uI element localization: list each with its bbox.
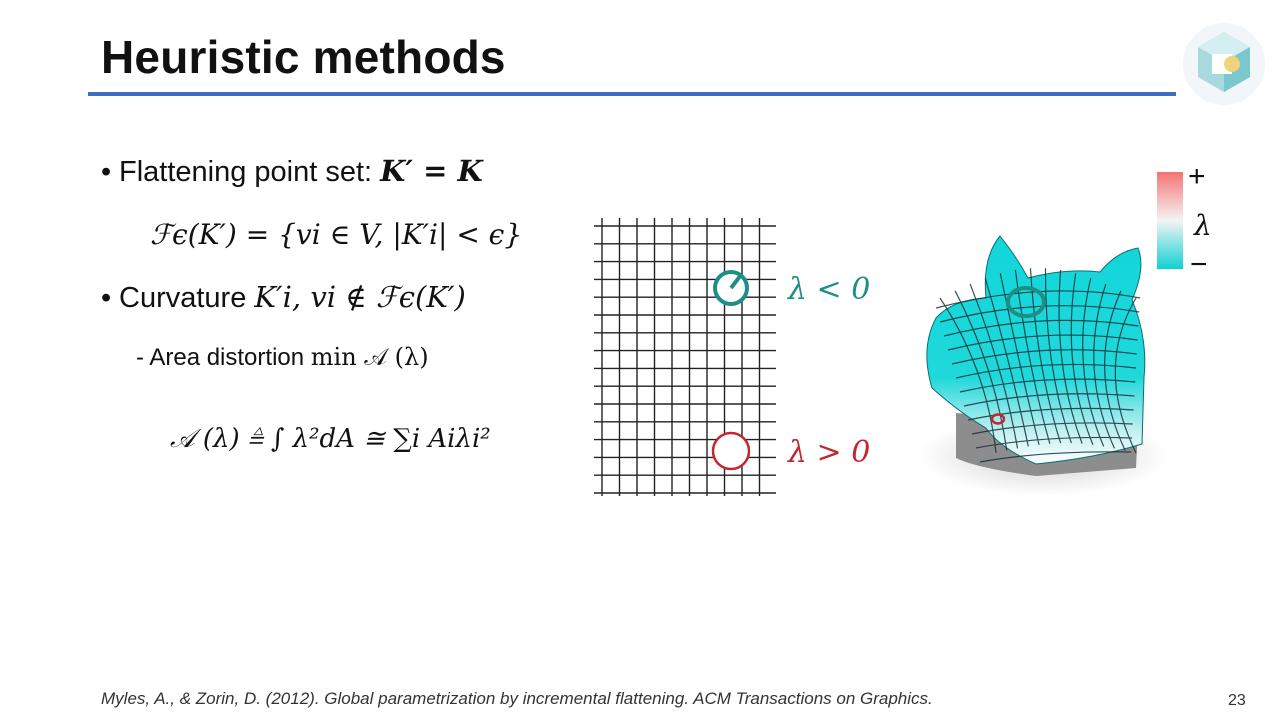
sub-bullet-area-distortion: - Area distortion min 𝒜 (λ) bbox=[136, 343, 429, 371]
slide-title: Heuristic methods bbox=[101, 31, 506, 83]
positive-circle bbox=[713, 433, 749, 469]
logo-cube-icon bbox=[1182, 22, 1266, 106]
label-lambda-negative: λ < 0 bbox=[788, 272, 871, 307]
title-underline bbox=[88, 92, 1176, 96]
label-lambda-positive: λ > 0 bbox=[788, 435, 871, 470]
colorbar-minus-label: − bbox=[1190, 248, 1208, 281]
bullet-curvature: • Curvature K′i, vi ∉ ℱϵ(K′) bbox=[101, 280, 466, 314]
colorbar-plus-label: + bbox=[1188, 160, 1206, 193]
flattening-set-equation: ℱϵ(K′) = {vi ∈ V, |K′i| < ϵ} bbox=[150, 218, 523, 251]
area-distortion-equation: 𝒜 (λ) ≜ ∫ λ²dA ≅ ∑i Aiλi² bbox=[170, 424, 491, 454]
cat-head-surface-figure bbox=[916, 228, 1172, 498]
colorbar-lambda-label: λ bbox=[1194, 209, 1212, 242]
bullet-curvature-math: K′i, vi ∉ ℱϵ(K′) bbox=[254, 280, 466, 314]
bullet-flattening-text: Flattening point set: bbox=[119, 156, 381, 188]
sub-bullet-text: Area distortion bbox=[149, 344, 311, 371]
bullet-flattening: • Flattening point set: K′ = K bbox=[101, 154, 483, 188]
page-number: 23 bbox=[1228, 692, 1246, 709]
bullet-curvature-text: Curvature bbox=[119, 282, 255, 314]
citation: Myles, A., & Zorin, D. (2012). Global parametrization by incremental flattening. ACM Transactions on Graphics. bbox=[101, 689, 933, 708]
bullet-flattening-math: K′ = K bbox=[380, 154, 483, 188]
lambda-colorbar bbox=[1157, 172, 1183, 269]
sub-bullet-math: min 𝒜 (λ) bbox=[310, 343, 429, 371]
grid-figure bbox=[590, 218, 780, 500]
